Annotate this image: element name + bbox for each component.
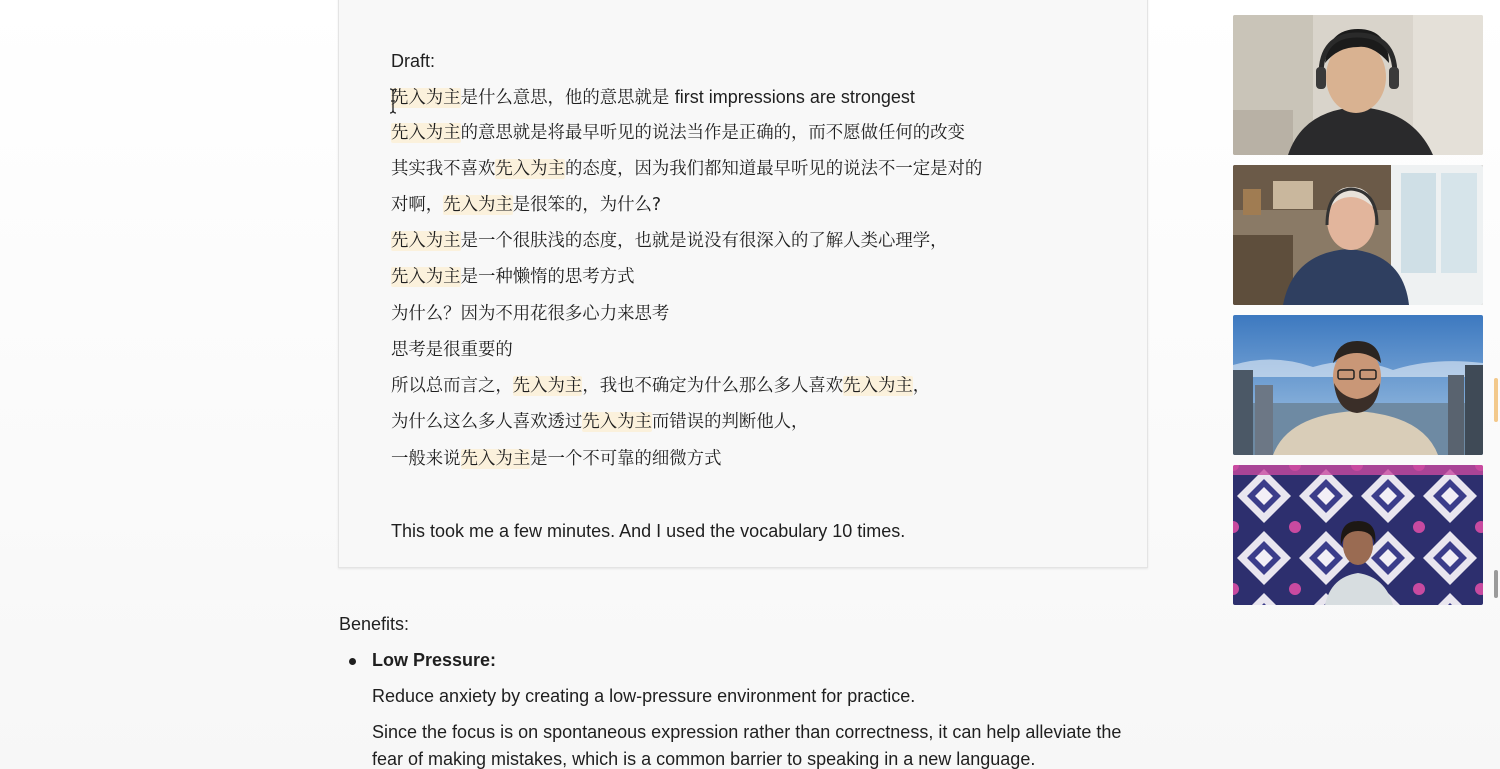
draft-text: 是一个不可靠的细微方式 <box>530 449 722 469</box>
draft-summary: This took me a few minutes. And I used the vocabulary 10 times. <box>391 521 906 541</box>
draft-text: ， <box>912 376 931 396</box>
highlighted-vocabulary: 先入为主 <box>443 195 513 215</box>
english-phrase: first impressions are strongest <box>674 87 915 107</box>
video-tile-4[interactable] <box>1233 465 1483 605</box>
highlighted-vocabulary: 先入为主 <box>495 159 565 179</box>
participant-older-man-icon <box>1233 165 1483 305</box>
highlighted-vocabulary: 先入为主 <box>391 231 461 251</box>
draft-text: 的意思就是将最早听见的说法当作是正确的，而不愿做任何的改变 <box>460 123 965 143</box>
scroll-indicator[interactable] <box>1494 378 1498 422</box>
draft-text: 而错误的判断他人， <box>651 412 809 432</box>
benefit-paragraph: fear of making mistakes, which is a common barrier to speaking in a new language. <box>372 749 1036 769</box>
highlighted-vocabulary: 先入为主 <box>843 376 913 396</box>
highlighted-vocabulary: 先入为主 <box>391 88 461 108</box>
draft-line <box>391 338 513 362</box>
draft-text: 是一个很肤浅的态度，也就是说没有很深入的了解人类心理学， <box>460 231 948 251</box>
draft-label: Draft: <box>391 51 436 71</box>
text-cursor-icon <box>388 88 398 114</box>
video-tile-2[interactable] <box>1233 165 1483 305</box>
bullet-dot <box>349 658 356 665</box>
video-tile-1[interactable] <box>1233 15 1483 155</box>
draft-line <box>391 229 948 253</box>
scrollbar-thumb[interactable] <box>1494 570 1498 598</box>
draft-line <box>391 85 915 110</box>
draft-text: 是一种懒惰的思考方式 <box>460 267 635 287</box>
draft-text: 是什么意思，他的意思就是 <box>460 88 675 108</box>
participant-headset-man-icon <box>1233 15 1483 155</box>
highlighted-vocabulary: 先入为主 <box>391 267 461 287</box>
draft-text: 为什么？因为不用花很多心力来思考 <box>391 304 670 324</box>
draft-line <box>391 157 982 181</box>
draft-text: 所以总而言之， <box>391 376 513 396</box>
benefit-paragraph: Reduce anxiety by creating a low-pressure environment for practice. <box>372 686 916 706</box>
highlighted-vocabulary: 先入为主 <box>460 449 531 469</box>
benefit-title: Low Pressure: <box>372 650 497 670</box>
draft-text: 为什么这么多人喜欢透过 <box>391 412 583 432</box>
draft-line <box>391 265 635 289</box>
draft-text: 对啊， <box>391 195 444 215</box>
draft-line <box>391 374 930 398</box>
participant-bearded-man-icon <box>1233 315 1483 455</box>
benefits-heading: Benefits: <box>339 614 410 634</box>
draft-text: 一般来说 <box>391 449 461 469</box>
draft-text: ，我也不确定为什么那么多人喜欢 <box>582 376 844 396</box>
draft-line <box>391 410 808 434</box>
benefit-paragraph: Since the focus is on spontaneous expression rather than correctness, it can help alleviate the <box>372 722 1122 742</box>
draft-card <box>338 0 1148 568</box>
draft-line <box>391 193 661 217</box>
highlighted-vocabulary: 先入为主 <box>391 123 461 143</box>
participant-woman-icon <box>1233 465 1483 605</box>
draft-text: 是很笨的，为什么? <box>512 195 662 215</box>
draft-text: 其实我不喜欢 <box>391 159 496 179</box>
highlighted-vocabulary: 先入为主 <box>512 376 583 396</box>
draft-text: 的态度，因为我们都知道最早听见的说法不一定是对的 <box>564 159 983 179</box>
draft-line <box>391 121 965 145</box>
draft-line <box>391 447 721 471</box>
video-tile-3[interactable] <box>1233 315 1483 455</box>
draft-line <box>391 302 669 326</box>
highlighted-vocabulary: 先入为主 <box>582 412 652 432</box>
draft-text: 思考是很重要的 <box>391 340 513 360</box>
